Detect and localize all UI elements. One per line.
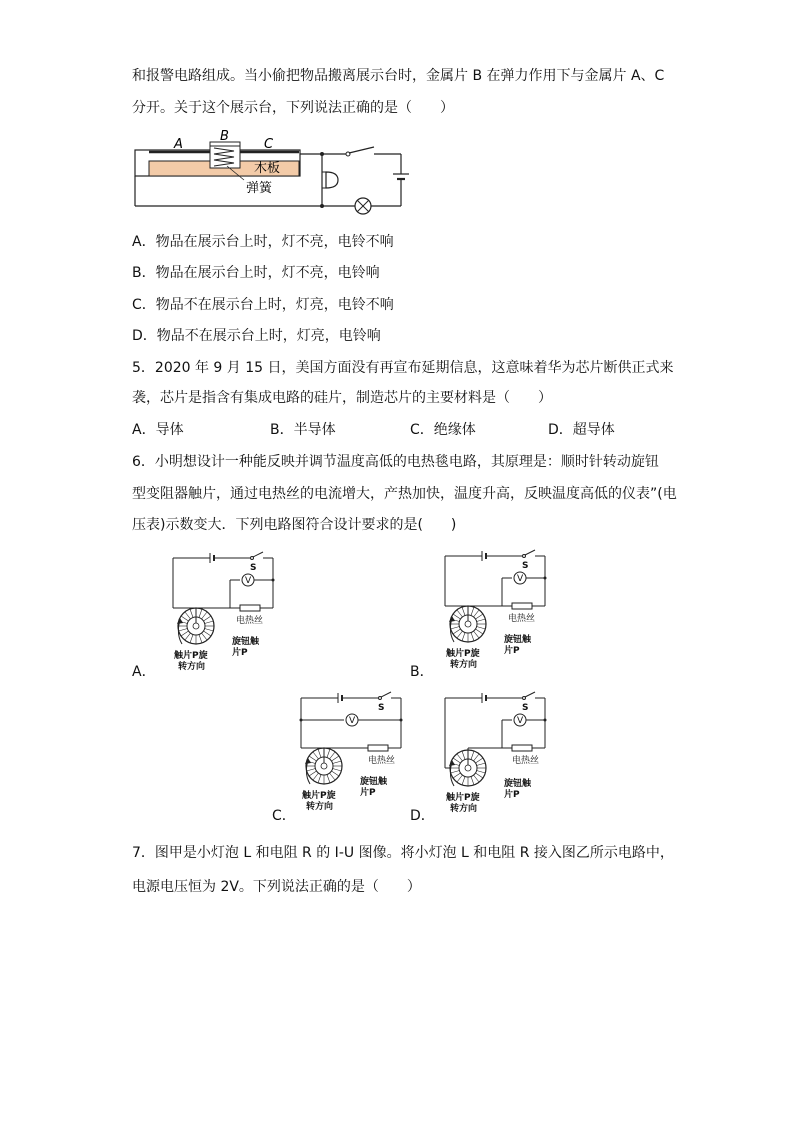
knob-label-2: 片P [360, 788, 376, 798]
q7-text-line-1: 7．图甲是小灯泡 L 和电阻 R 的 I-U 图像。将小灯泡 L 和电阻 R 接入图乙所示电路中， [132, 845, 674, 861]
switch-label: S [378, 703, 385, 713]
q6-text-line-3: 压表)示数变大．下列电路图符合设计要求的是( ) [132, 517, 457, 533]
label-spring: 弹簧 [246, 181, 273, 196]
q5-option-c: C．绝缘体 [410, 422, 476, 438]
knob-label-2: 片P [232, 648, 248, 658]
knob-label-1: 旋钮触 [504, 635, 532, 645]
q5-option-a: A．导体 [132, 422, 184, 438]
q5-text-line-1: 5．2020 年 9 月 15 日，美国方面没有再宣布延期信息，这意味着华为芯片断供正式来 [132, 360, 674, 376]
slider-label-1: 触片P旋 [174, 651, 208, 661]
q5-option-b: B．半导体 [270, 422, 336, 438]
heater-label: 电热丝 [512, 756, 540, 766]
q7-text-line-2: 电源电压恒为 2V。下列说法正确的是（ ） [132, 879, 421, 895]
knob-label-2: 片P [504, 646, 520, 656]
label-c: C [264, 137, 274, 152]
label-b: B [220, 129, 229, 144]
slider-label-2: 转方向 [450, 660, 478, 670]
q6-text-line-1: 6．小明想设计一种能反映并调节温度高低的电热毯电路，其原理是：顺时针转动旋钮 [132, 454, 659, 470]
switch-label: S [522, 703, 529, 713]
q6-text-line-2: 型变阻器触片，通过电热丝的电流增大，产热加快，温度升高，反映温度高低的仪表”(电 [132, 486, 677, 502]
slider-label-1: 触片P旋 [302, 791, 336, 801]
q4-text-line-1: 和报警电路组成。当小偷把物品搬离展示台时，金属片 B 在弹力作用下与金属片 A、C [132, 68, 665, 84]
switch-label: S [250, 563, 257, 573]
heater-label: 电热丝 [368, 756, 396, 766]
switch-label: S [522, 561, 529, 571]
slider-label-2: 转方向 [450, 804, 478, 814]
knob-label-1: 旋钮触 [232, 637, 260, 647]
slider-label-2: 转方向 [306, 802, 334, 812]
q6-option-a: A． [132, 664, 156, 680]
q4-option-a: A．物品在展示台上时，灯不亮，电铃不响 [132, 234, 394, 250]
heater-label: 电热丝 [236, 616, 264, 626]
slider-label-2: 转方向 [178, 662, 206, 672]
knob-label-1: 旋钮触 [360, 777, 388, 787]
q6-option-d: D． [410, 808, 435, 824]
q6-circuit-b [440, 546, 560, 672]
q6-circuit-c [296, 688, 416, 814]
q6-circuit-d [440, 688, 560, 814]
label-board: 木板 [254, 161, 281, 176]
heater-label: 电热丝 [508, 614, 536, 624]
q5-text-line-2: 袭，芯片是指含有集成电路的硅片，制造芯片的主要材料是（ ） [132, 390, 552, 406]
q6-option-c: C． [272, 808, 296, 824]
q4-text-line-2: 分开。关于这个展示台，下列说法正确的是（ ） [132, 100, 454, 116]
q5-option-d: D．超导体 [548, 422, 615, 438]
slider-label-1: 触片P旋 [446, 649, 480, 659]
q6-option-b: B． [410, 664, 434, 680]
voltmeter-label: V [517, 574, 524, 584]
label-a: A [174, 137, 183, 152]
q4-option-d: D．物品不在展示台上时，灯亮，电铃响 [132, 328, 381, 344]
q6-circuit-a [168, 548, 288, 674]
q4-circuit-figure [130, 128, 420, 222]
voltmeter-label: V [245, 576, 252, 586]
knob-label-2: 片P [504, 790, 520, 800]
knob-label-1: 旋钮触 [504, 779, 532, 789]
q4-option-b: B．物品在展示台上时，灯不亮，电铃响 [132, 265, 380, 281]
q4-option-c: C．物品不在展示台上时，灯亮，电铃不响 [132, 297, 394, 313]
voltmeter-label: V [349, 716, 356, 726]
slider-label-1: 触片P旋 [446, 793, 480, 803]
voltmeter-label: V [517, 716, 524, 726]
